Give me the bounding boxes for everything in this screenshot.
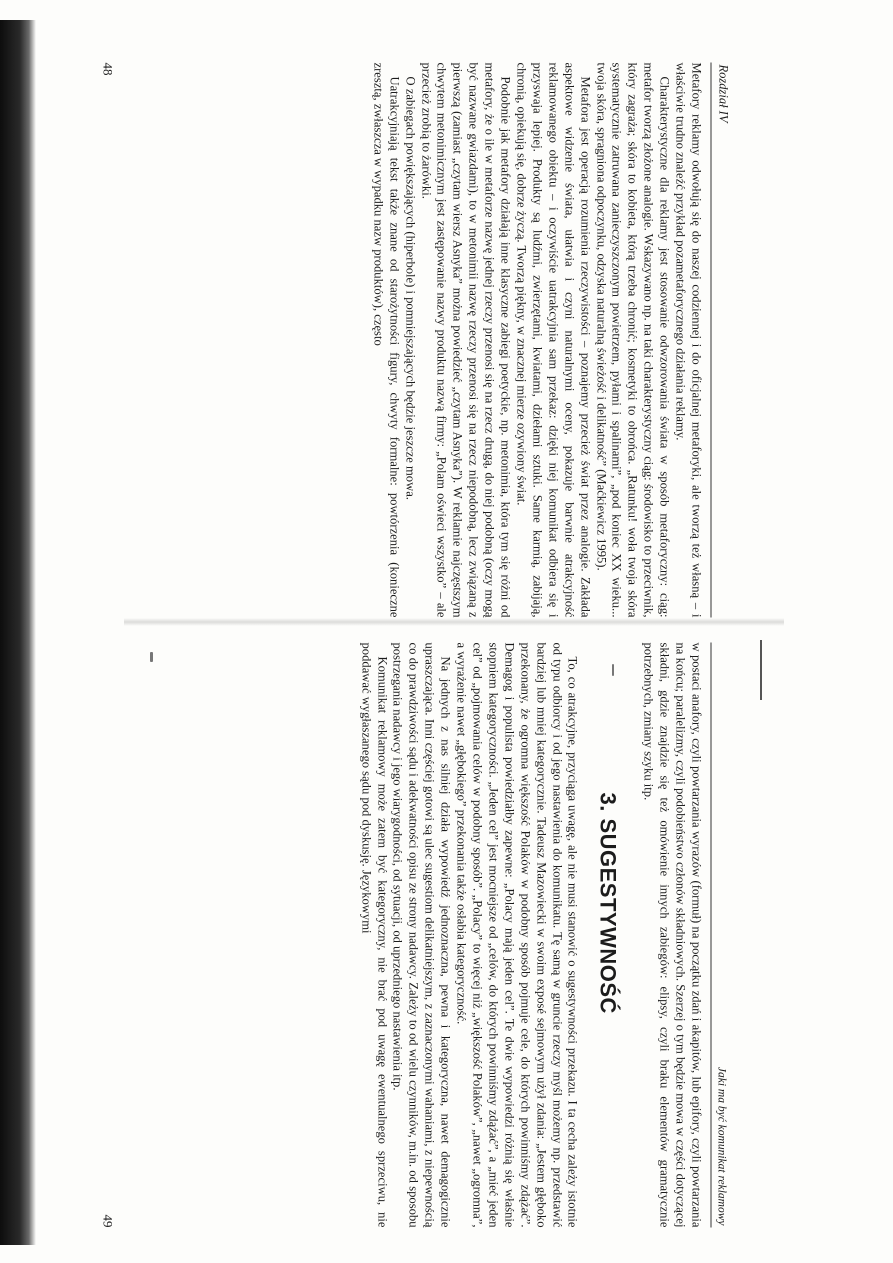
page-48 [100, 63, 740, 618]
paragraph: Charakterystyczne dla reklamy jest stosowanie odwzorowania świata w sposób metaforyczny: ciąg: metafor tworzą złożone analogie. Wskazywano np. na taki charakterystyczny ciąg: środowisko to przeciwnik, który zagraża; skóra to kobieta, którą trzeba chronić; kosmetyki to obrońca. „Ratunku! woła twoja skóra systematycznie zatruwana zanieczyszczonym powietrzem, pyłami i spalinami”, „pod koniec XX wieku... twoja skóra, spragniona odpoczynku, odzyska naturalną świeżość i delikatność” (Maćkiewicz 1995). [594, 62, 672, 618]
running-head-text: Jaki ma być komunikat reklamowy [715, 1066, 728, 1226]
paragraph: Na jednych z nas silniej działa wypowiedź jednoznaczna, pewna i kategoryczna, nawet demagogicznie upraszczająca. Inni częściej gotowi są ulec sugestiom delikatniejszym, z zaznaczonymi wahaniami, z niepewnością co do prawdziwości sądu i adekwatności opisu ze strony nadawcy. Zależy to od wielu czynników, m.in. od sposobu postrzegania nadawcy i jego wiarygodności, od sytuacji, od uprzedniego nastawienia itp. [391, 642, 453, 1228]
section-heading: 3. SUGESTYWNOŚĆ [595, 792, 621, 1014]
paragraph: O zabiegach powiększających (hiperbole) i pomniejszających będzie jeszcze mowa. [403, 76, 418, 500]
paragraph: Komunikat reklamowy może zatem być kategoryczny, nie brać pod uwagę ewentualnego sprzeciwu, nie poddawać wygłaszanego sądu pod dyskusję. Językowymi [359, 642, 390, 1228]
paragraph: Metafora jest operacją rozumienia rzeczywistości – poznajemy przecież świat przez analogie. Zakłada aspektowe widzenie świata, ułatwia i czyni naturalnymi oceny, pokazuje barwnie atrakcyjność reklamowanego obiektu – i oczywiście uatrakcyjnia sam przekaz: dzięki niej komunikat odbiera się i przyswaja lepiej. Produkty są ludźmi, zwierzętami, kwiatami, dziełami sztuki. Same karmią, zabijają, chronią, opiekują się, dobrze życzą. Tworzą piękny, w znacznej mierze ozywiony świat. [514, 62, 593, 618]
page-number: 49 [100, 1214, 116, 1228]
page-number: 48 [100, 62, 116, 76]
page-body [369, 63, 703, 618]
paragraph: Podobnie jak metafory działają inne klasyczne zabiegi poetyckie, np. metonimia, która tym się różni od metafory, że o ile w metaforze nazwę jednej rzeczy przenosi się na rzecz drugą, do niej podobną (oczy mogą być nazwane gwiazdami), to w metonimii nazwę rzeczy przenosi się na rzecz niepodobną, lecz związaną z pierwszą (zamiast „czytam wiersz Asnyka” można powiedzieć „czytam Asnyka”). W reklamie najczęstszym chwytem metonimicznym jest zastępowanie nazwy produktu nazwą firmy: „Polam oświeci wszystko” – ale przecież zrobią to żarówki. [419, 62, 513, 618]
running-head-text: Rozdział IV [716, 64, 731, 123]
paragraph-continuation: w postaci anafory, czyli powtarzania wyrazów (formuł) na początku zdań i akapitów, lub epifory, czyli powtarzania na końcu; paralelizmy, czyli podobieństwo członów składniowych. Szerzej o tym będzie mowa w części dotyczącej składni, gdzie znajdzie się też omówienie innych zabiegów: elipsy, czyli braku elementów gramatycznie potrzebnych, zmiany szyku itp. [641, 642, 704, 1228]
paragraph: To, co atrakcyjne, przyciąga uwagę, ale nie musi stanowić o sugestywności przekazu. I ta cecha zależy istotnie od typu odbiorcy i od jego nastawienia do komunikatu. Tę samą w gruncie rzeczy myśl możemy np. przedstawić bardziej lub mniej kategorycznie. Tadeusz Mazowiecki w swoim exposé sejmowym użył zdania: „Jestem głęboko przekonany, że ogromna większość Polaków w podobny sposób pojmuje cele, do których powinniśmy zdążać”. Demagog i populista powiedziałby zapewne: „Polacy mają jeden cel”. Te dwie wypowiedzi różnią się właśnie stopniem kategoryczności. „Jeden cel” jest mocniejsze od „celów, do których powinniśmy zdążać”, a „mieć jeden cel” od „pojmowania celów w podobny sposób”. „Polacy” to więcej niż „większość Polaków”, „nawet „ogromna”, a wyrażenie nawet „głębokiego” przekonania także osłabia kategoryczność. [454, 642, 580, 1228]
paragraph: Uatrakcyjniają tekst także znane od starożytności figury, chwyty formalne: powtórzenia (konieczne zresztą, zwłaszcza w wypadku nazw produktów), często [371, 62, 402, 618]
paragraph: Metafory reklamy odwołują się do naszej codziennej i do oficjalnej metaforyki, ale tworzą też własną – i właściwie trudno znaleźć przykład pozametaforycznego działania reklamy. [673, 62, 704, 618]
gutter-mark [760, 640, 762, 700]
page-49 [100, 643, 740, 1228]
running-head [711, 643, 740, 1228]
gutter-shadow [124, 618, 784, 626]
page-body [357, 643, 703, 1228]
scan-binding-edge [0, 20, 36, 1245]
running-head [711, 63, 740, 618]
